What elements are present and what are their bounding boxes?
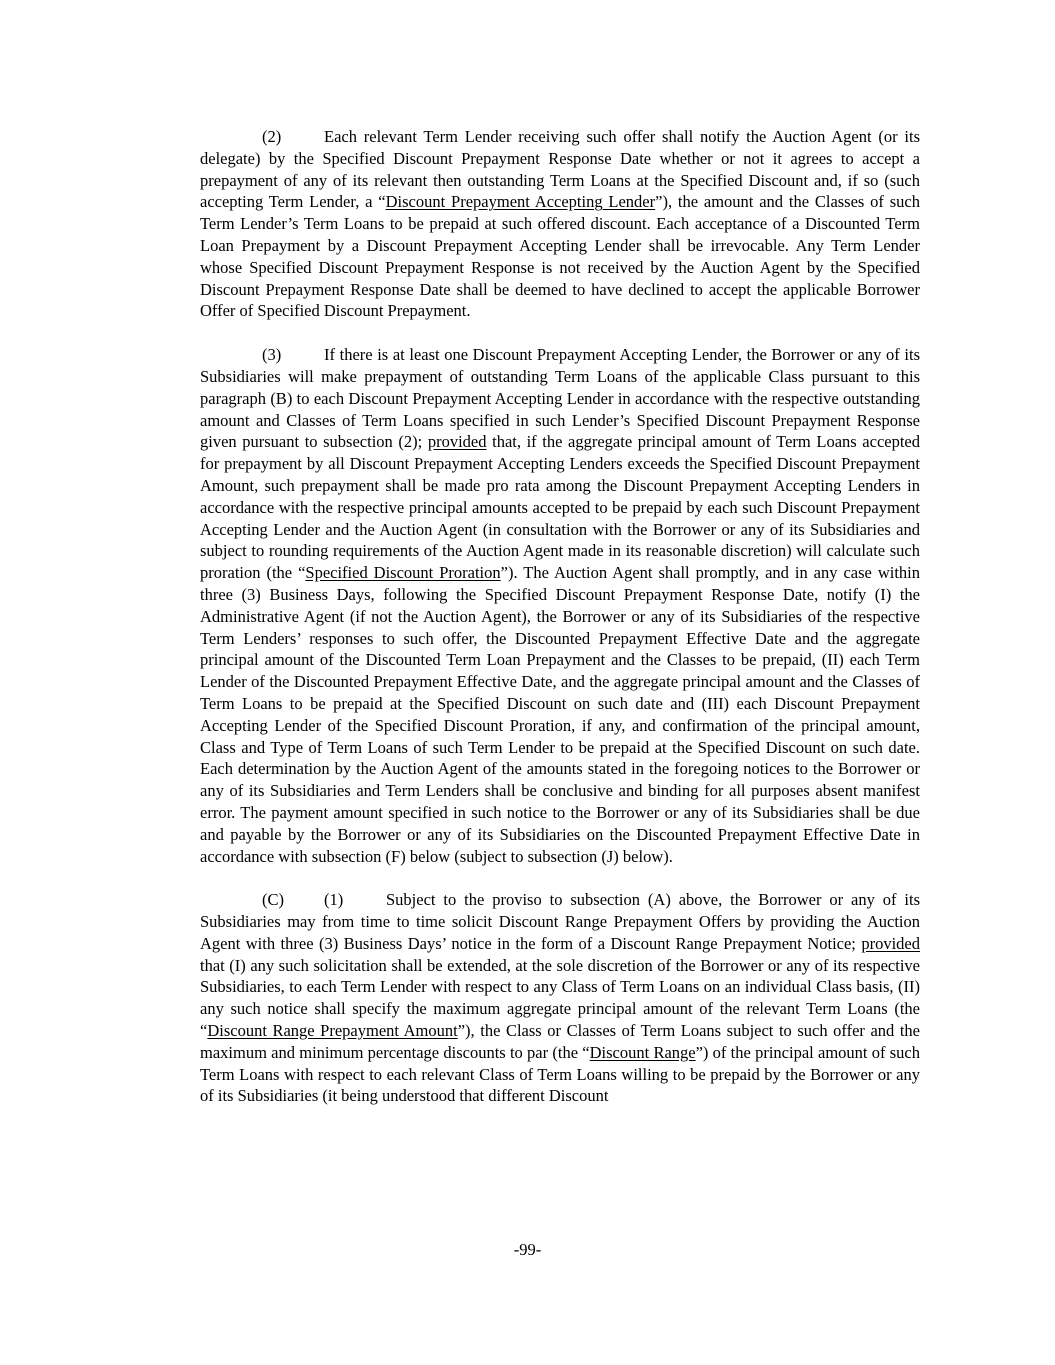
paragraph-text: ”), the amount and the Classes of such Term Lender’s Term Loans to be prepaid at such offered discount. Each acceptance of a Discounted Term Loan Prepayment by a Discount Prepayment Accepting Lender shall be irrevocable. Any Term Lender whose Specified Discount Prepayment Response is not received by the Auction Agent by the Specified Discount Prepayment Response Date shall be deemed to have declined to accept the applicable Borrower Offer of Specified Discount Prepayment. xyxy=(200,192,920,321)
paragraph-2 xyxy=(200,126,920,322)
defined-term: Discount Prepayment Accepting Lender xyxy=(385,192,656,212)
defined-term: provided xyxy=(427,432,487,452)
section-letter: (C) xyxy=(262,890,284,910)
defined-term: Discount Range Prepayment Amount xyxy=(207,1021,458,1041)
paragraph-text: ”), the Class or Classes of Term Loans subject to such offer and the maximum and minimum percentage discounts to par (the “ xyxy=(200,1021,921,1062)
paragraph-text: ”) of the principal amount of such Term Loans with respect to each relevant Class of Term Loans willing to be prepaid by the Borrower or any of its Subsidiaries (it being understood that different Discount xyxy=(200,1042,920,1106)
paragraph-text: Each relevant Term Lender receiving such offer shall notify the Auction Agent (or its delegate) by the Specified Discount Prepayment Response Date whether or not it agrees to accept a prepayment of any of its relevant then outstanding Term Loans at the Specified Discount and, if so (such accepting Term Lender, a “ xyxy=(200,127,920,212)
paragraph-text: that, if the aggregate principal amount of Term Loans accepted for prepayment by all Discount Prepayment Accepting Lenders exceeds the Specified Discount Prepayment Amount, such prepayment shall be made pro rata among the Discount Prepayment Accepting Lenders in accordance with the respective principal amounts accepted to be prepaid by each such Discount Prepayment Accepting Lender and the Auction Agent (in consultation with the Borrower or any of its Subsidiaries and subject to rounding requirements of the Auction Agent made in its reasonable discretion) will calculate such proration (the “ xyxy=(200,432,920,583)
paragraph-text: If there is at least one Discount Prepayment Accepting Lender, the Borrower or any of its Subsidiaries will make prepayment of outstanding Term Loans of the applicable Class pursuant to this paragraph (B) to each Discount Prepayment Accepting Lender in accordance with the respective outstanding amount and Classes of Term Loans specified in such Lender’s Specified Discount Prepayment Response given pursuant to subsection (2); xyxy=(200,345,920,452)
paragraph-text: Subject to the proviso to subsection (A) above, the Borrower or any of its Subsidiaries may from time to time solicit Discount Range Prepayment Offers by providing the Auction Agent with three (3) Business Days’ notice in the form of a Discount Range Prepayment Notice; xyxy=(200,890,920,953)
paragraph-text: that (I) any such solicitation shall be extended, at the sole discretion of the Borrower or any of its respective Subsidiaries, to each Term Lender with respect to any Class of Term Loans on an individual Class basis, (II) any such notice shall specify the maximum aggregate principal amount of the relevant Term Loans (the “ xyxy=(200,955,920,1041)
defined-term: Specified Discount Proration xyxy=(305,563,501,583)
defined-term: Discount Range xyxy=(589,1042,696,1062)
paragraph-3 xyxy=(200,344,920,867)
paragraph-number: (2) xyxy=(262,127,282,146)
paragraph-c-1 xyxy=(200,889,920,1107)
defined-term: provided xyxy=(861,933,920,953)
paragraph-number: (1) xyxy=(324,890,344,910)
document-body xyxy=(200,126,920,1107)
paragraph-text: ”). The Auction Agent shall promptly, and in any case within three (3) Business Days, following the Specified Discount Prepayment Response Date, notify (I) the Administrative Agent (if not the Auction Agent), the Borrower or any of its Subsidiaries of the respective Term Lenders’ responses to such offer, the Discounted Prepayment Effective Date and the aggregate principal amount of the Discounted Term Loan Prepayment and the Classes to be prepaid, (II) each Term Lender of the Discounted Prepayment Effective Date, and the aggregate principal amount and the Classes of Term Loans to be prepaid at the Specified Discount on such date and (III) each Discount Prepayment Accepting Lender of the Specified Discount Proration, if any, and confirmation of the principal amount, Class and Type of Term Loans of such Term Lender to be prepaid at the Specified Discount on such date. Each determination by the Auction Agent of the amounts stated in the foregoing notices to the Borrower or any of its Subsidiaries and Term Lenders shall be conclusive and binding for all purposes absent manifest error. The payment amount specified in such notice to the Borrower or any of its Subsidiaries shall be due and payable by the Borrower or any of its Subsidiaries on the Discounted Prepayment Effective Date in accordance with subsection (F) below (subject to subsection (J) below). xyxy=(200,563,920,866)
page-number: -99- xyxy=(513,1240,542,1259)
paragraph-number: (3) xyxy=(262,345,282,365)
